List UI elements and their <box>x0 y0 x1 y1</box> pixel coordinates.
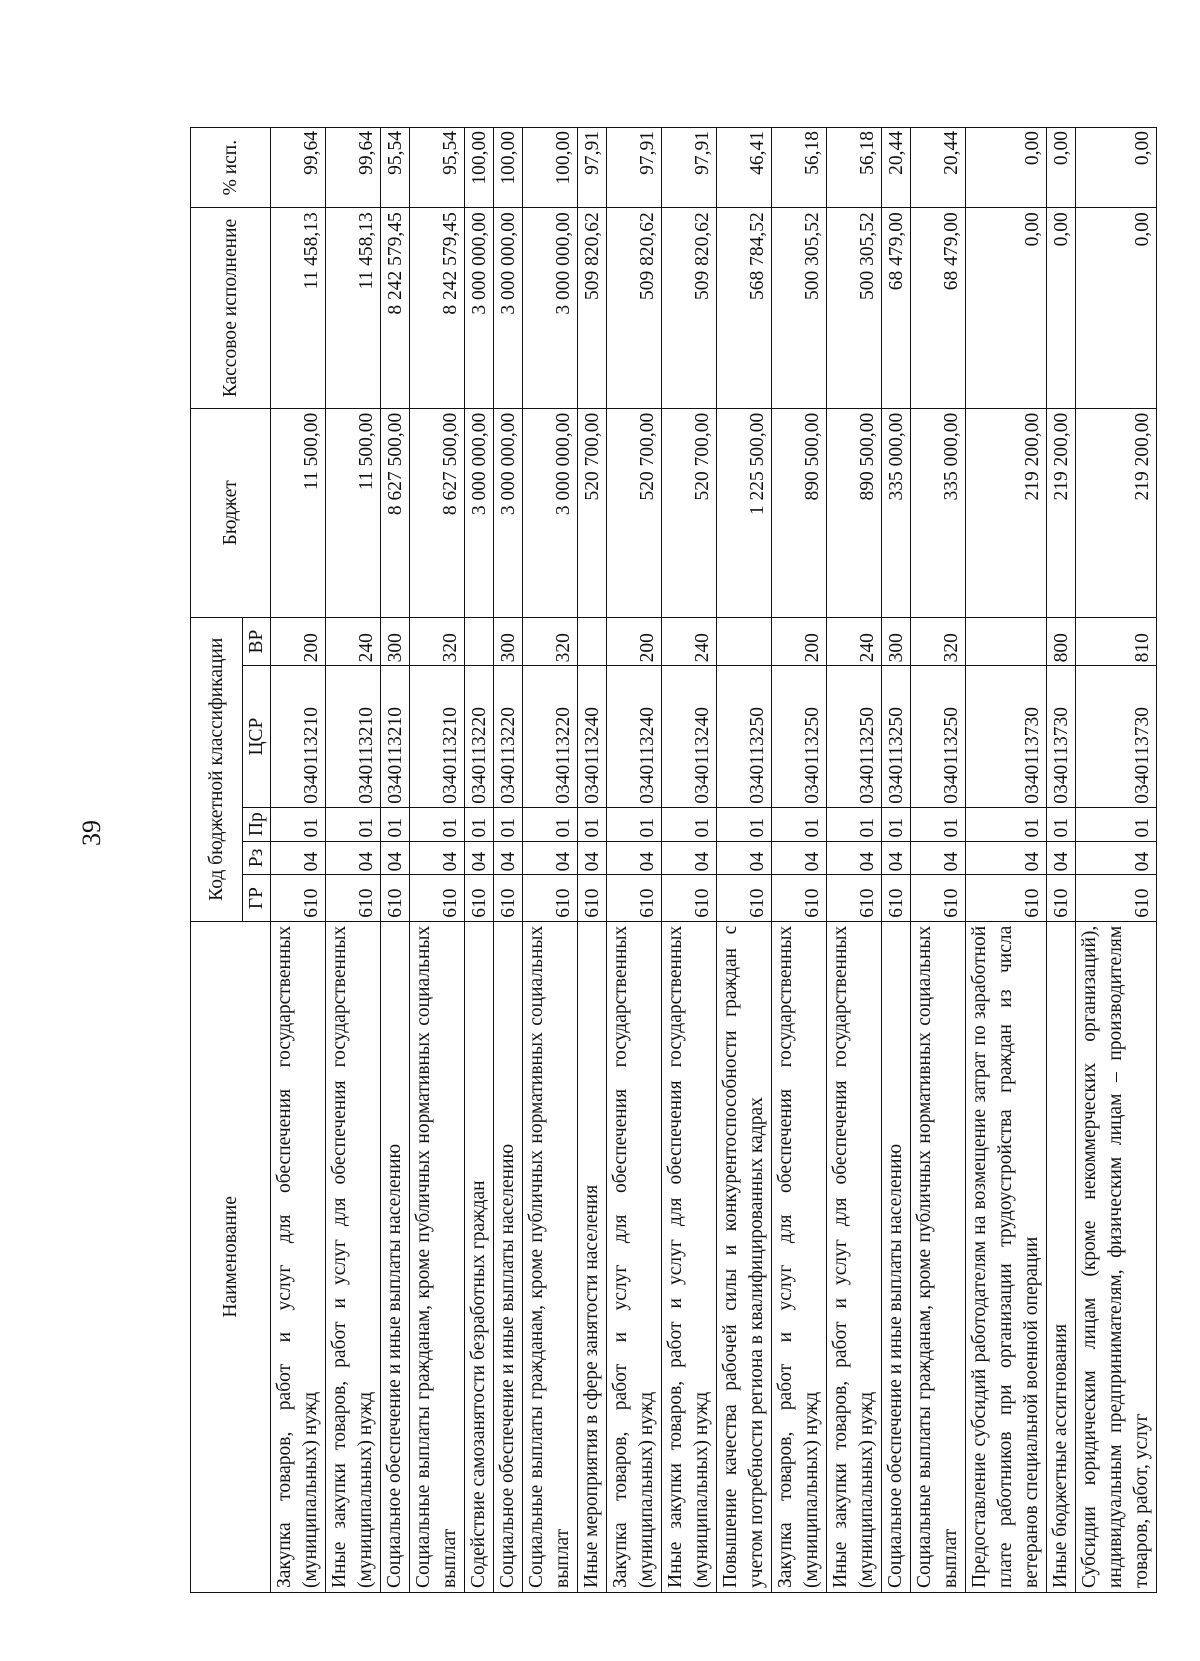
cell-budget: 890 500,00 <box>827 408 882 617</box>
cell-execution: 568 784,52 <box>717 208 772 409</box>
cell-gr: 610 <box>523 875 578 921</box>
cell-pr: 01 <box>410 807 465 841</box>
cell-pr: 01 <box>523 807 578 841</box>
cell-pr: 01 <box>607 807 662 841</box>
cell-execution: 509 820,62 <box>662 208 717 409</box>
cell-percent: 20,44 <box>882 128 911 208</box>
cell-budget: 3 000 000,00 <box>494 408 523 617</box>
cell-rz: 04 <box>1047 841 1076 875</box>
table-row <box>966 128 1047 1593</box>
cell-rz: 04 <box>662 841 717 875</box>
cell-pr: 01 <box>966 807 1047 841</box>
table-row <box>465 128 494 1593</box>
cell-csr: 0340113730 <box>966 666 1047 807</box>
table-row <box>381 128 410 1593</box>
cell-budget: 8 627 500,00 <box>381 408 410 617</box>
cell-name: Содействие самозанятости безработных граждан <box>465 921 494 1592</box>
cell-execution: 0,00 <box>1076 208 1157 409</box>
header-budget: Бюджет <box>191 408 271 617</box>
cell-execution: 509 820,62 <box>578 208 607 409</box>
cell-budget: 219 200,00 <box>1047 408 1076 617</box>
cell-budget: 3 000 000,00 <box>523 408 578 617</box>
cell-rz: 04 <box>772 841 827 875</box>
cell-gr: 610 <box>1047 875 1076 921</box>
table-row <box>410 128 465 1593</box>
cell-csr: 0340113240 <box>662 666 717 807</box>
cell-pr: 01 <box>381 807 410 841</box>
cell-rz: 04 <box>607 841 662 875</box>
cell-vr: 300 <box>882 617 911 666</box>
cell-vr: 240 <box>827 617 882 666</box>
cell-percent: 0,00 <box>966 128 1047 208</box>
cell-execution: 8 242 579,45 <box>381 208 410 409</box>
header-rz: Рз <box>243 841 271 875</box>
cell-rz: 04 <box>523 841 578 875</box>
cell-gr: 610 <box>271 875 326 921</box>
table-row <box>523 128 578 1593</box>
table-row <box>494 128 523 1593</box>
cell-rz: 04 <box>465 841 494 875</box>
cell-rz: 04 <box>911 841 966 875</box>
cell-rz: 04 <box>326 841 381 875</box>
cell-percent: 46,41 <box>717 128 772 208</box>
table-row <box>1047 128 1076 1593</box>
cell-csr: 0340113250 <box>717 666 772 807</box>
cell-name: Социальное обеспечение и иные выплаты населению <box>494 921 523 1592</box>
cell-vr: 300 <box>381 617 410 666</box>
cell-pr: 01 <box>882 807 911 841</box>
cell-pr: 01 <box>326 807 381 841</box>
cell-execution: 11 458,13 <box>271 208 326 409</box>
cell-pr: 01 <box>1047 807 1076 841</box>
cell-csr: 0340113250 <box>882 666 911 807</box>
cell-vr: 320 <box>523 617 578 666</box>
cell-gr: 610 <box>882 875 911 921</box>
header-pr: Пр <box>243 807 271 841</box>
cell-rz: 04 <box>381 841 410 875</box>
cell-csr: 0340113730 <box>1047 666 1076 807</box>
cell-pr: 01 <box>717 807 772 841</box>
cell-csr: 0340113220 <box>465 666 494 807</box>
cell-budget: 520 700,00 <box>578 408 607 617</box>
cell-vr: 300 <box>494 617 523 666</box>
cell-vr: 240 <box>662 617 717 666</box>
cell-percent: 95,54 <box>381 128 410 208</box>
header-name: Наименование <box>191 921 271 1592</box>
cell-percent: 100,00 <box>523 128 578 208</box>
cell-budget: 890 500,00 <box>772 408 827 617</box>
cell-percent: 100,00 <box>465 128 494 208</box>
cell-percent: 97,91 <box>662 128 717 208</box>
cell-execution: 500 305,52 <box>772 208 827 409</box>
table-row <box>772 128 827 1593</box>
cell-rz: 04 <box>410 841 465 875</box>
cell-gr: 610 <box>607 875 662 921</box>
cell-budget: 219 200,00 <box>1076 408 1157 617</box>
table-row <box>662 128 717 1593</box>
cell-csr: 0340113210 <box>326 666 381 807</box>
cell-vr: 200 <box>772 617 827 666</box>
cell-csr: 0340113240 <box>607 666 662 807</box>
cell-name: Иные закупки товаров, работ и услуг для обеспечения государственных (муниципальных) нужд <box>827 921 882 1592</box>
table-row <box>326 128 381 1593</box>
cell-budget: 8 627 500,00 <box>410 408 465 617</box>
cell-execution: 0,00 <box>1047 208 1076 409</box>
cell-name: Социальные выплаты гражданам, кроме публичных нормативных социальных выплат <box>410 921 465 1592</box>
cell-execution: 500 305,52 <box>827 208 882 409</box>
cell-pr: 01 <box>662 807 717 841</box>
cell-percent: 100,00 <box>494 128 523 208</box>
cell-rz: 04 <box>966 841 1047 875</box>
cell-gr: 610 <box>966 875 1047 921</box>
cell-gr: 610 <box>772 875 827 921</box>
cell-vr: 320 <box>911 617 966 666</box>
cell-vr: 240 <box>326 617 381 666</box>
header-vr: ВР <box>243 617 271 666</box>
cell-percent: 56,18 <box>772 128 827 208</box>
cell-percent: 0,00 <box>1076 128 1157 208</box>
cell-name: Иные мероприятия в сфере занятости населения <box>578 921 607 1592</box>
cell-csr: 0340113220 <box>523 666 578 807</box>
cell-name: Закупка товаров, работ и услуг для обеспечения государственных (муниципальных) нужд <box>271 921 326 1592</box>
table-row <box>607 128 662 1593</box>
cell-budget: 335 000,00 <box>911 408 966 617</box>
cell-percent: 99,64 <box>326 128 381 208</box>
cell-vr: 200 <box>271 617 326 666</box>
table-row <box>882 128 911 1593</box>
cell-percent: 0,00 <box>1047 128 1076 208</box>
cell-execution: 3 000 000,00 <box>523 208 578 409</box>
cell-percent: 99,64 <box>271 128 326 208</box>
cell-budget: 1 225 500,00 <box>717 408 772 617</box>
header-csr: ЦСР <box>243 666 271 807</box>
cell-execution: 68 479,00 <box>911 208 966 409</box>
cell-csr: 0340113210 <box>271 666 326 807</box>
cell-pr: 01 <box>494 807 523 841</box>
cell-rz: 04 <box>1076 841 1157 875</box>
cell-gr: 610 <box>465 875 494 921</box>
cell-percent: 97,91 <box>607 128 662 208</box>
cell-name: Иные закупки товаров, работ и услуг для обеспечения государственных (муниципальных) нужд <box>662 921 717 1592</box>
cell-vr: 200 <box>607 617 662 666</box>
header-execution: Кассовое исполнение <box>191 208 271 409</box>
cell-vr <box>966 617 1047 666</box>
cell-execution: 3 000 000,00 <box>494 208 523 409</box>
cell-pr: 01 <box>911 807 966 841</box>
cell-csr: 0340113250 <box>827 666 882 807</box>
cell-csr: 0340113730 <box>1076 666 1157 807</box>
cell-execution: 3 000 000,00 <box>465 208 494 409</box>
cell-percent: 97,91 <box>578 128 607 208</box>
cell-csr: 0340113240 <box>578 666 607 807</box>
cell-budget: 11 500,00 <box>326 408 381 617</box>
table-row <box>271 128 326 1593</box>
cell-csr: 0340113210 <box>410 666 465 807</box>
cell-execution: 0,00 <box>966 208 1047 409</box>
header-percent: % исп. <box>191 128 271 208</box>
cell-rz: 04 <box>578 841 607 875</box>
cell-pr: 01 <box>578 807 607 841</box>
page-number: 39 <box>77 820 106 846</box>
table-row <box>1076 128 1157 1593</box>
cell-gr: 610 <box>326 875 381 921</box>
table-row <box>911 128 966 1593</box>
table-row <box>578 128 607 1593</box>
cell-budget: 520 700,00 <box>662 408 717 617</box>
cell-execution: 509 820,62 <box>607 208 662 409</box>
cell-gr: 610 <box>911 875 966 921</box>
cell-budget: 219 200,00 <box>966 408 1047 617</box>
cell-execution: 68 479,00 <box>882 208 911 409</box>
table-row <box>827 128 882 1593</box>
cell-pr: 01 <box>271 807 326 841</box>
cell-name: Социальные выплаты гражданам, кроме публичных нормативных социальных выплат <box>523 921 578 1592</box>
cell-csr: 0340113250 <box>772 666 827 807</box>
cell-vr <box>578 617 607 666</box>
cell-percent: 95,54 <box>410 128 465 208</box>
budget-table <box>190 127 1157 1593</box>
cell-gr: 610 <box>494 875 523 921</box>
cell-budget: 3 000 000,00 <box>465 408 494 617</box>
cell-vr <box>465 617 494 666</box>
budget-table-sheet <box>190 127 1153 1593</box>
cell-name: Иные бюджетные ассигнования <box>1047 921 1076 1592</box>
cell-name: Повышение качества рабочей силы и конкурентоспособности граждан с учетом потребности региона в квалифицированных кадрах <box>717 921 772 1592</box>
cell-rz: 04 <box>717 841 772 875</box>
table-row <box>717 128 772 1593</box>
cell-execution: 11 458,13 <box>326 208 381 409</box>
cell-csr: 0340113220 <box>494 666 523 807</box>
cell-gr: 610 <box>827 875 882 921</box>
cell-name: Социальное обеспечение и иные выплаты населению <box>381 921 410 1592</box>
cell-vr: 810 <box>1076 617 1157 666</box>
cell-rz: 04 <box>827 841 882 875</box>
cell-vr <box>717 617 772 666</box>
header-gr: ГР <box>243 875 271 921</box>
cell-name: Субсидии юридическим лицам (кроме некоммерческих организаций), индивидуальным предпринимателям, физическим лицам – производителям товаров, работ, услуг <box>1076 921 1157 1592</box>
cell-budget: 520 700,00 <box>607 408 662 617</box>
cell-rz: 04 <box>882 841 911 875</box>
cell-vr: 800 <box>1047 617 1076 666</box>
cell-budget: 335 000,00 <box>882 408 911 617</box>
cell-name: Социальные выплаты гражданам, кроме публичных нормативных социальных выплат <box>911 921 966 1592</box>
cell-name: Предоставление субсидий работодателям на возмещение затрат по заработной плате работников при организации трудоустройства граждан из числа ветеранов специальной военной операции <box>966 921 1047 1592</box>
cell-execution: 8 242 579,45 <box>410 208 465 409</box>
cell-gr: 610 <box>717 875 772 921</box>
cell-pr: 01 <box>465 807 494 841</box>
cell-budget: 11 500,00 <box>271 408 326 617</box>
cell-gr: 610 <box>578 875 607 921</box>
cell-vr: 320 <box>410 617 465 666</box>
cell-name: Закупка товаров, работ и услуг для обеспечения государственных (муниципальных) нужд <box>772 921 827 1592</box>
cell-percent: 56,18 <box>827 128 882 208</box>
cell-name: Иные закупки товаров, работ и услуг для обеспечения государственных (муниципальных) нужд <box>326 921 381 1592</box>
cell-gr: 610 <box>662 875 717 921</box>
cell-percent: 20,44 <box>911 128 966 208</box>
cell-gr: 610 <box>381 875 410 921</box>
cell-csr: 0340113250 <box>911 666 966 807</box>
cell-gr: 610 <box>410 875 465 921</box>
cell-pr: 01 <box>1076 807 1157 841</box>
cell-csr: 0340113210 <box>381 666 410 807</box>
cell-rz: 04 <box>271 841 326 875</box>
header-code-group: Код бюджетной классификации <box>191 617 243 921</box>
cell-name: Социальное обеспечение и иные выплаты населению <box>882 921 911 1592</box>
cell-gr: 610 <box>1076 875 1157 921</box>
cell-name: Закупка товаров, работ и услуг для обеспечения государственных (муниципальных) нужд <box>607 921 662 1592</box>
cell-pr: 01 <box>772 807 827 841</box>
cell-rz: 04 <box>494 841 523 875</box>
cell-pr: 01 <box>827 807 882 841</box>
